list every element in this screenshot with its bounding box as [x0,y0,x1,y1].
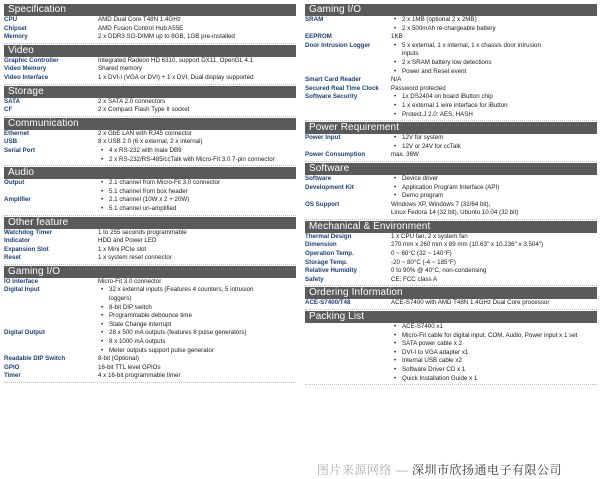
spec-value: • Demo program [391,192,597,201]
spec-label: Software Security [305,93,358,101]
spec-row [305,42,597,76]
spec-value: • Application Program Interface (API) [391,184,597,193]
section-body [4,130,296,166]
spec-value: 1 x Mini PCIe slot [98,245,147,253]
spec-label: Amplifier [4,196,31,204]
spec-row [305,259,597,268]
section-header-other-feature: Other feature [4,217,296,229]
spec-label: Operation Temp. [305,250,354,258]
spec-value: • 8 x 1000 mA outputs [98,338,296,347]
section-body [305,323,597,385]
spec-label [305,323,391,383]
spec-values [98,74,296,83]
section-header-video: Video [4,45,296,57]
spec-label: Graphic Controller [4,56,59,64]
spec-label: Ethernet [4,129,30,137]
spec-values [391,241,597,250]
section-body [305,175,597,220]
spec-value: • 28 x 500 mA outputs (features 8 pulse generators) [98,329,296,338]
spec-values [391,299,597,308]
spec-values [98,138,296,147]
spec-values [391,134,597,151]
spec-value: Password protected [391,84,446,92]
spec-value: AMD Fusion Control Hub A55E [98,24,184,32]
spec-value: loggers) [109,295,132,303]
spec-label: Safety [305,275,324,283]
spec-label: Watchdog Timer [4,228,53,236]
spec-row [305,233,597,242]
spec-row [4,106,296,115]
spec-label: OS Support [305,200,340,208]
section-body [4,57,296,85]
spec-value: • Device driver [391,175,597,184]
spec-label: Secured Real Time Clock [305,84,379,92]
spec-values [98,57,296,66]
section-header-specification: Specification [4,4,296,16]
spec-values [98,355,296,364]
spec-value: inputs [402,50,419,58]
spec-value: • Protect.J 2.0: AES, HASH [391,111,597,120]
spec-row [4,246,296,255]
spec-row [4,57,296,66]
spec-values [98,364,296,373]
spec-label: Reset [4,254,21,262]
spec-label: Digital Input [4,286,40,294]
spec-value: • 5.1 channel from box header [98,188,296,197]
spec-value: 8-bit (Optional) [98,355,139,363]
spec-values [98,254,296,263]
spec-values [98,246,296,255]
section-body [305,299,597,310]
spec-label: SATA [4,97,20,105]
spec-values [98,33,296,42]
section-body [4,179,296,215]
spec-value: • 2.1 channel from Micro-Fit 3.0 connector [98,179,296,188]
spec-row [4,25,296,34]
spec-values [391,267,597,276]
spec-row [305,201,597,218]
spec-value: 1 x system reset connector [98,254,172,262]
spec-label: EEPROM [305,33,332,41]
section-body [305,134,597,162]
section-body [4,98,296,117]
spec-value: 1KB [391,33,403,41]
spec-values [98,130,296,139]
spec-row [4,98,296,107]
right-column [305,3,597,385]
spec-value: • Micro-Fit cable for digital input, COM, Audio, Power input x 1 set [391,332,597,341]
spec-value: 8 x USB 2.0 (6 x external, 2 x internal) [98,138,203,146]
watermark-prefix: 图片来源网络 — [316,463,412,477]
spec-row [4,196,296,213]
spec-values [391,42,597,76]
section-header-storage: Storage [4,86,296,98]
spec-value: • SATA power cable x 2 [391,340,597,349]
section-header-gaming-i-o: Gaming I/O [4,266,296,278]
spec-label: Thermal Design [305,232,352,240]
spec-value: CE, FCC class A [391,275,438,283]
spec-values [391,276,597,285]
spec-value: Shared memory [98,65,143,73]
watermark [317,461,562,478]
spec-row [305,323,597,383]
spec-row [4,254,296,263]
spec-value: AMD Dual Core T48N 1.4GHz [98,16,181,23]
spec-label: GPIO [4,363,20,371]
spec-label: Video Memory [4,65,47,73]
spec-label: Expansion Slot [4,245,49,253]
spec-value: 2 x GbE LAN with RJ45 connector [98,129,192,137]
spec-label: Smart Card Reader [305,76,362,84]
spec-label: Chipset [4,24,27,32]
spec-row [4,229,296,238]
spec-label: Indicator [4,237,31,245]
spec-row [4,16,296,25]
spec-label: CPU [4,16,18,23]
spec-value: 1 to 255 seconds programmable [98,228,187,236]
spec-value: Micro-Fit 3.0 connector [98,277,162,285]
spec-label: Software [305,174,332,182]
spec-label: Timer [4,372,21,380]
spec-label: USB [4,138,18,146]
spec-label: Serial Port [4,146,35,154]
spec-value: • 12V for system [391,134,597,143]
spec-values [98,65,296,74]
spec-row [305,33,597,42]
spec-row [4,147,296,164]
spec-value: Linux Fedora 14 (32 bit), Ubuntu 10.04 (32 bit) [391,209,519,217]
spec-value: • State Change interrupt [98,321,296,330]
spec-values [98,16,296,25]
section-body [305,16,597,121]
spec-value: • Internal USB cable x2 [391,357,597,366]
spec-values [98,98,296,107]
spec-values [391,233,597,242]
spec-values [98,286,296,329]
section-body [4,16,296,44]
spec-row [4,355,296,364]
spec-value: 270 mm x 260 mm x 89 mm (10.63" x 10.236" x 3.504") [391,241,544,249]
spec-row [4,130,296,139]
spec-label: Readable DIP Switch [4,355,66,363]
spec-row [4,364,296,373]
spec-value: • Power and Reset event [391,68,597,77]
spec-values [98,179,296,196]
spec-values [391,151,597,160]
spec-label: Digital Output [4,329,45,337]
spec-label: Power Consumption [305,151,366,159]
section-header-software: Software [305,163,597,175]
spec-value: • 1 x external 1 wire interface for iButton [391,102,597,111]
spec-row [4,278,296,287]
spec-label: Output [4,179,25,187]
spec-values [391,85,597,94]
spec-value: • ACE-S7400 x1 [391,323,597,332]
spec-values [98,237,296,246]
spec-value: • Software Driver CD x 1 [391,366,597,375]
spec-value: • DVI-I to VGA adapter x1 [391,349,597,358]
spec-value: • 2 x 1MB (optional 2 x 2MB) [391,16,597,25]
spec-value: 2 x Compact Flash Type II socket [98,106,190,114]
spec-row [305,85,597,94]
spec-label: Video Interface [4,73,49,81]
section-header-audio: Audio [4,167,296,179]
section-body [4,278,296,383]
spec-values [98,278,296,287]
spec-value: HDD and Power LED [98,237,157,245]
spec-label: Power Input [305,134,341,142]
spec-value: • Programmable debounce time [98,312,296,321]
spec-value: ACE-S7400 with AMD T48N 1.4GHz Dual Core processor [391,299,550,307]
section-header-packing-list: Packing List [305,311,597,323]
spec-row [305,151,597,160]
section-header-ordering-information: Ordering Information [305,287,597,299]
spec-row [4,74,296,83]
spec-value: • 2.1 channel (10W x 2 + 20W) [98,196,296,205]
spec-value: 1 x CPU fan, 2 x system fan [391,232,468,240]
spec-values [98,229,296,238]
spec-values [391,76,597,85]
spec-row [305,16,597,33]
spec-values [98,147,296,164]
spec-value: • 5.1 channel un-amplified [98,205,296,214]
spec-values [391,16,597,33]
spec-value: 2 x DDR3 SO-DIMM up to 8GB, 1GB pre-installed [98,33,235,41]
section-header-power-requirement: Power Requirement [305,122,597,134]
spec-values [98,106,296,115]
spec-value: • 12V or 24V for ccTalk [391,143,597,152]
spec-row [4,179,296,196]
spec-value: 0 ~ 60°C (32 ~ 140°F) [391,250,452,258]
spec-values [98,329,296,355]
spec-value: • 2 x RS-232/RS-485/ccTalk with Micro-Fit 3.0 7-pin connector [98,156,296,165]
spec-values [391,93,597,119]
spec-row [4,237,296,246]
spec-label: IO Interface [4,277,39,285]
section-header-communication: Communication [4,118,296,130]
spec-value: • Quick Installation Guide x 1 [391,375,597,384]
spec-values [391,201,597,218]
spec-value: • 32 x external inputs (Features 4 counters, 5 intrusion [98,286,296,295]
spec-row [305,134,597,151]
spec-value: Windows XP, Windows 7 (32/64 bit), [391,200,491,208]
spec-row [4,372,296,381]
spec-row [305,93,597,119]
spec-label: Development Kit [305,183,354,191]
spec-values [98,25,296,34]
spec-row [305,76,597,85]
spec-label: Dimension [305,241,337,249]
spec-values [391,259,597,268]
spec-value: • 2 x 500mAh re-chargeable battery [391,25,597,34]
spec-row [305,267,597,276]
spec-value: • Meter outputs support pulse generator [98,347,296,356]
spec-label: SRAM [305,16,324,23]
spec-label: Storage Temp. [305,258,348,266]
spec-label: CF [4,106,13,114]
section-header-mechanical-environment: Mechanical & Environment [305,221,597,233]
spec-value: N/A [391,76,402,84]
spec-value: • 5 x external, 1 x internal, 1 x chassis door intrusion [391,42,597,51]
spec-row [305,250,597,259]
spec-row [305,241,597,250]
spec-values [98,372,296,381]
spec-row [305,175,597,184]
spec-values [98,196,296,213]
spec-row [305,276,597,285]
spec-value: • 8-bit DIP switch [98,304,296,313]
spec-row [305,184,597,201]
section-body [305,233,597,287]
spec-label: Memory [4,33,28,41]
spec-value: Integrated Radeon HD 6310, support DX11, OpenGL 4.1 [98,56,254,64]
spec-values [391,175,597,184]
spec-value: • 2 x SRAM battery low detections [391,59,597,68]
spec-value: 16-bit TTL level GPIOs [98,363,161,371]
section-header-gaming-i-o: Gaming I/O [305,4,597,16]
spec-value: 4 x 16-bit programmable timer [98,372,181,380]
spec-row [4,65,296,74]
spec-label: ACE-S7400/T48 [305,299,351,307]
spec-row [4,286,296,329]
spec-value: max. 36W [391,151,419,159]
spec-label: Door Intrusion Logger [305,41,371,49]
spec-label: Relative Humidity [305,267,357,275]
spec-row [305,299,597,308]
spec-value: 2 x SATA 2.0 connectors [98,97,166,105]
spec-value: • 1x DS2404 on board iButton chip [391,93,597,102]
spec-row [4,33,296,42]
section-body [4,229,296,265]
spec-values [391,184,597,201]
spec-row [4,138,296,147]
left-column [4,3,296,383]
spec-value: • 4 x RS-232 with male DB9 [98,147,296,156]
spec-value: 0 to 90% @ 40°C, non-condensing [391,267,487,275]
spec-values [391,323,597,383]
spec-value: 1 x DVI-I (VGA or DVI) + 1 x DVI, Dual display supported [98,73,254,81]
spec-values [391,250,597,259]
spec-value: -20 ~ 80°C (-4 ~ 185°F) [391,258,456,266]
watermark-text: 深圳市欣扬通电子有限公司 [411,463,562,477]
spec-row [4,329,296,355]
spec-values [391,33,597,42]
